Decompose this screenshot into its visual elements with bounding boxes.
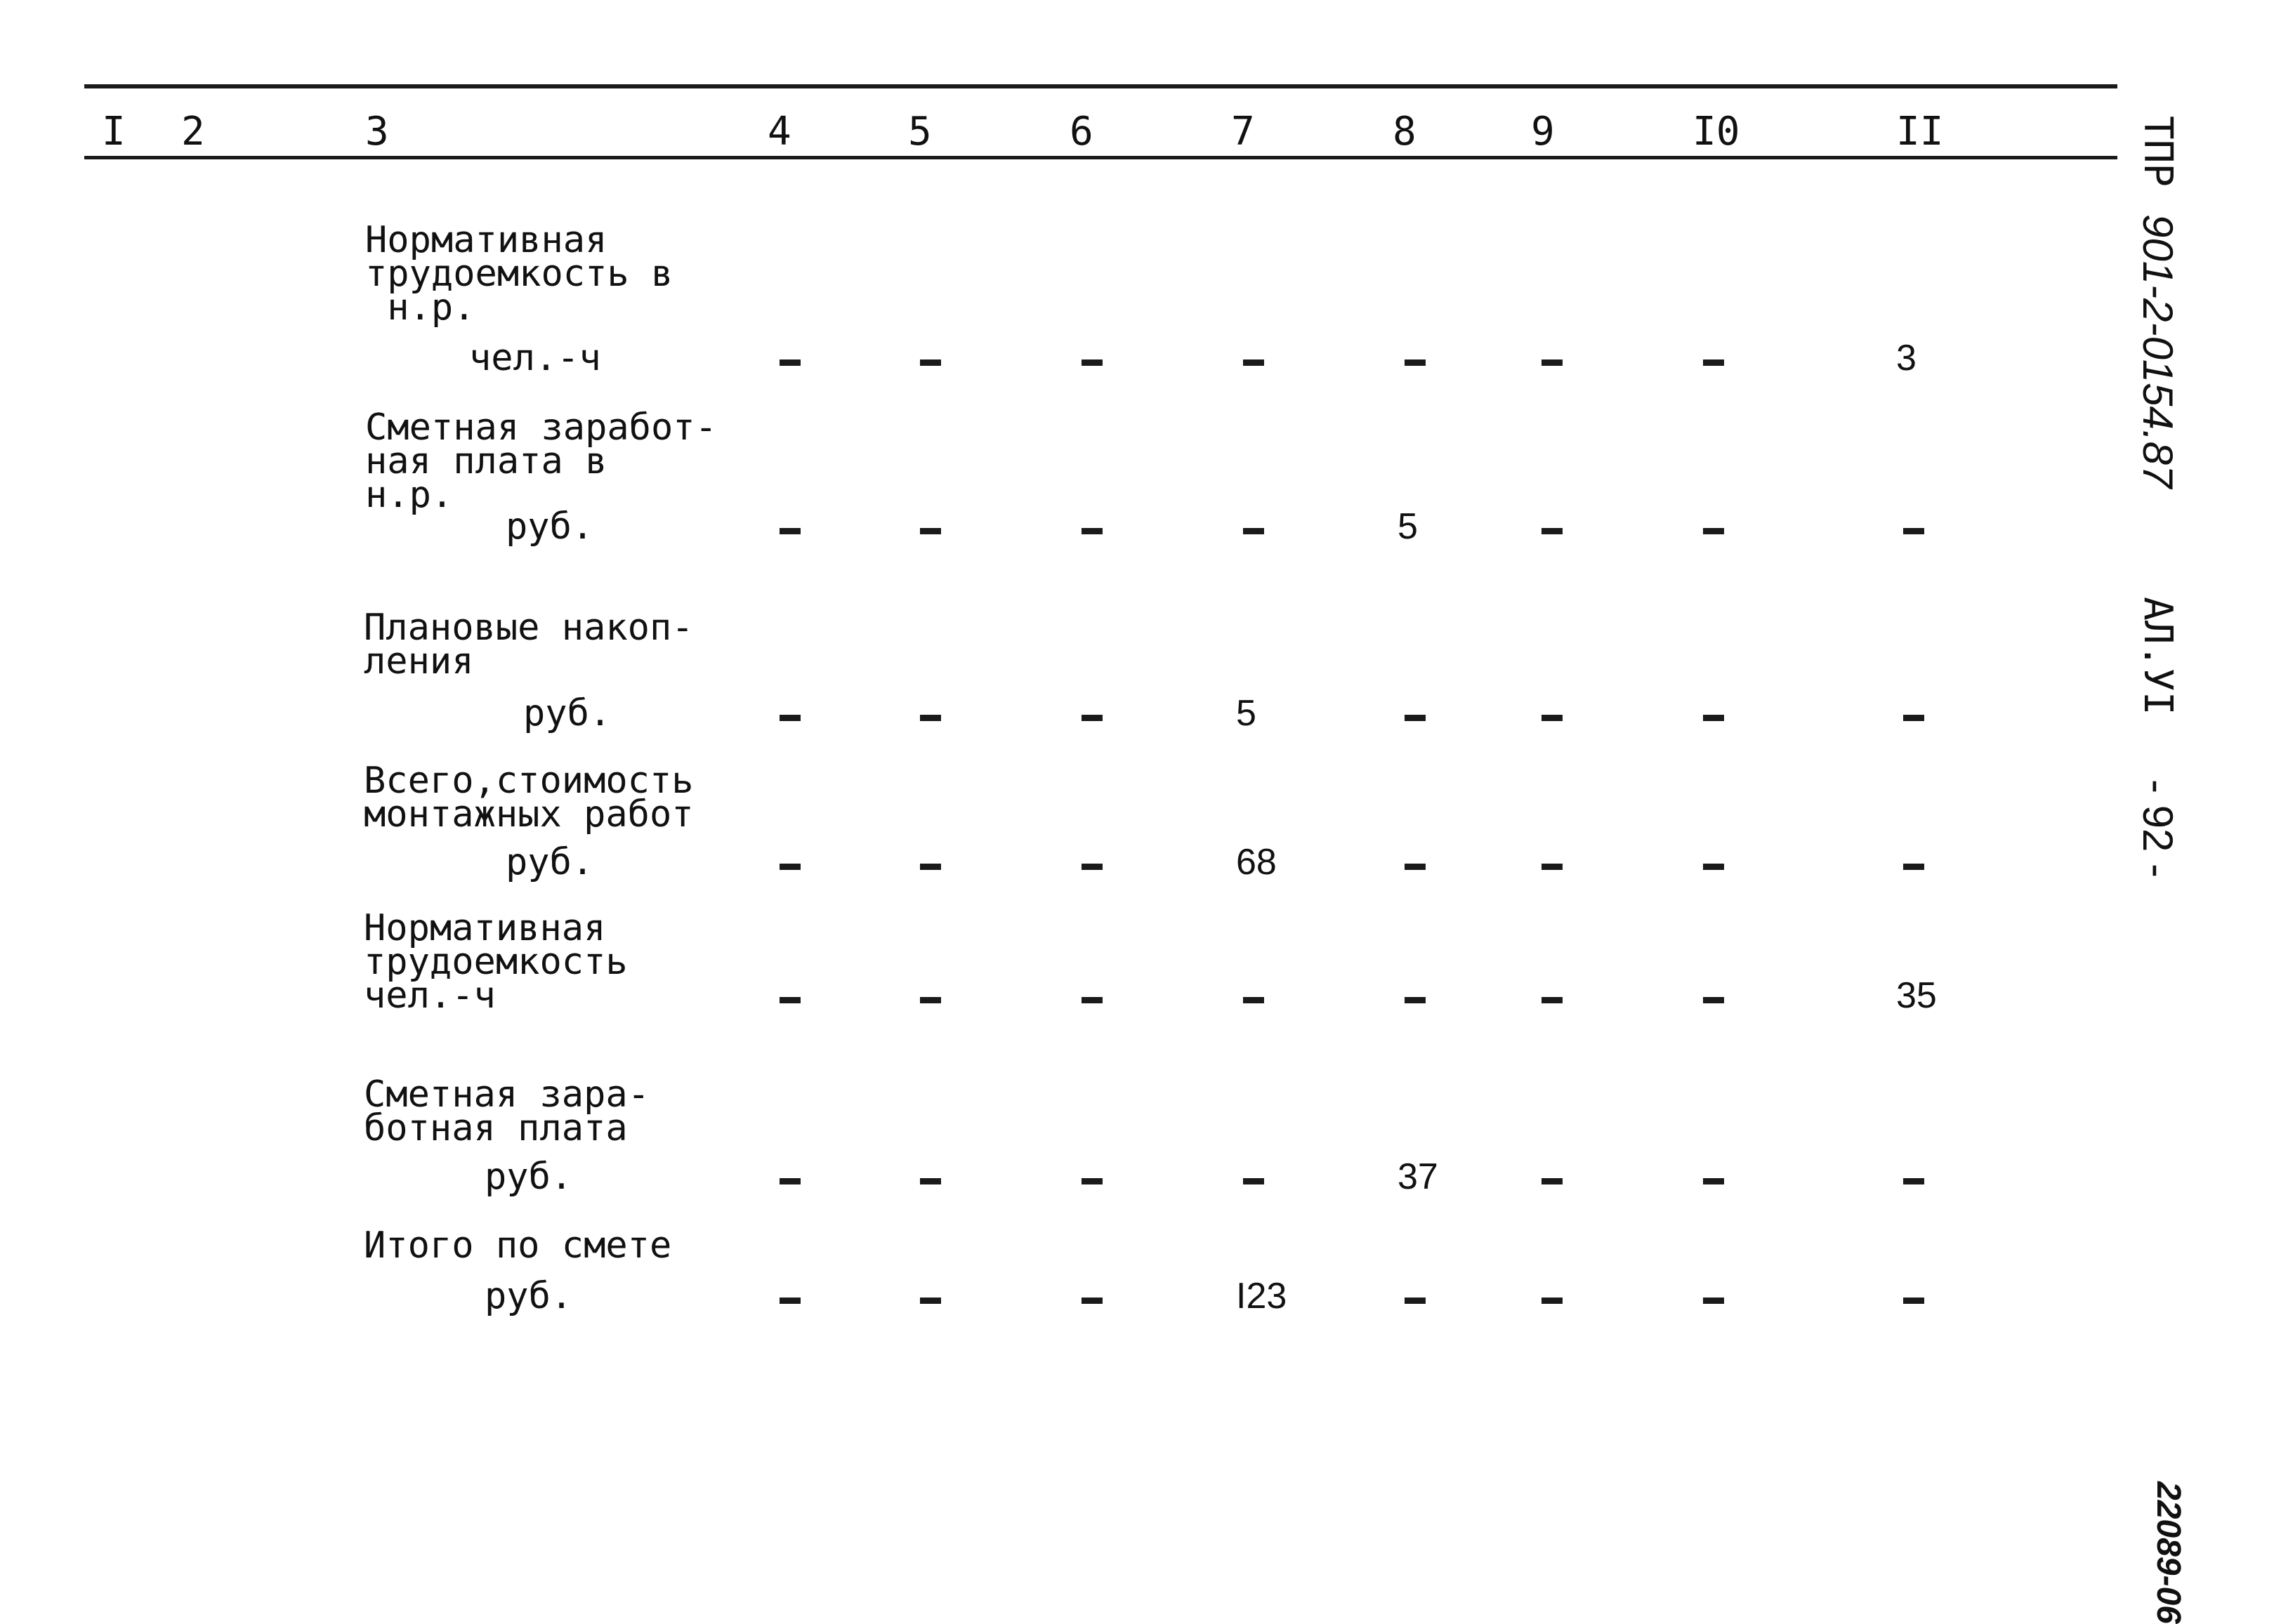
row-unit: руб.: [523, 692, 612, 734]
empty-cell-dash: [1082, 528, 1103, 534]
column-header-8: 8: [1393, 109, 1416, 154]
row-label-line: Нормативная: [364, 907, 606, 949]
empty-cell-dash: [920, 997, 941, 1003]
side-project-number: 901-2-0154.87: [2134, 214, 2181, 489]
row-unit: руб.: [506, 841, 594, 883]
row-label: [364, 1074, 650, 1149]
value-cell: 35: [1896, 975, 1937, 1016]
row-unit: руб.: [485, 1275, 573, 1317]
empty-cell-dash: [1082, 1298, 1103, 1304]
empty-cell-dash: [1903, 528, 1924, 534]
value-cell: 3: [1896, 338, 1917, 378]
empty-cell-dash: [1703, 997, 1724, 1003]
column-header-7: 7: [1231, 109, 1255, 154]
empty-cell-dash: [1243, 359, 1264, 366]
row-label-line: Итого по смете: [364, 1224, 672, 1267]
empty-cell-dash: [780, 864, 801, 870]
empty-cell-dash: [1703, 528, 1724, 534]
empty-cell-dash: [1703, 1298, 1724, 1304]
column-header-1: I: [102, 109, 126, 154]
empty-cell-dash: [920, 715, 941, 721]
empty-cell-dash: [1082, 715, 1103, 721]
empty-cell-dash: [1903, 1298, 1924, 1304]
empty-cell-dash: [1542, 1178, 1563, 1184]
row-label-line: Плановые накоп-: [364, 607, 694, 649]
empty-cell-dash: [1243, 528, 1264, 534]
row-label-line: трудоемкость: [364, 941, 628, 983]
value-cell: 5: [1236, 693, 1256, 734]
value-cell: I23: [1236, 1276, 1287, 1316]
column-header-2: 2: [181, 109, 205, 154]
value-cell: 68: [1236, 842, 1277, 883]
value-cell: 37: [1398, 1156, 1438, 1197]
empty-cell-dash: [1542, 715, 1563, 721]
empty-cell-dash: [780, 715, 801, 721]
row-label-line: Сметная заработ-: [365, 407, 717, 449]
empty-cell-dash: [1243, 1178, 1264, 1184]
row-unit: руб.: [485, 1156, 573, 1198]
empty-cell-dash: [780, 528, 801, 534]
empty-cell-dash: [1903, 864, 1924, 870]
column-header-5: 5: [908, 109, 932, 154]
empty-cell-dash: [1903, 715, 1924, 721]
top-rule: [84, 84, 2117, 88]
empty-cell-dash: [780, 1178, 801, 1184]
empty-cell-dash: [1703, 715, 1724, 721]
column-header-3: 3: [365, 109, 389, 154]
row-label: [364, 1224, 672, 1267]
column-header-10: I0: [1692, 109, 1740, 154]
row-label-line: ботная плата: [364, 1107, 628, 1149]
row-label-line: Всего,стоимость: [364, 760, 694, 802]
empty-cell-dash: [1243, 997, 1264, 1003]
empty-cell-dash: [920, 528, 941, 534]
empty-cell-dash: [920, 864, 941, 870]
column-header-9: 9: [1531, 109, 1555, 154]
row-label-line: трудоемкость в: [365, 253, 673, 295]
row-label: [364, 607, 694, 682]
empty-cell-dash: [1405, 715, 1426, 721]
empty-cell-dash: [920, 359, 941, 366]
side-inventory-number: 22089-06: [2150, 1481, 2187, 1624]
row-label-line: ная плата в: [365, 440, 607, 482]
empty-cell-dash: [1542, 864, 1563, 870]
empty-cell-dash: [1903, 1178, 1924, 1184]
empty-cell-dash: [1405, 359, 1426, 366]
row-label-line: ления: [364, 640, 474, 682]
side-code-label: ТПР: [2135, 116, 2181, 187]
column-header-11: II: [1896, 109, 1944, 154]
empty-cell-dash: [1405, 997, 1426, 1003]
empty-cell-dash: [1082, 997, 1103, 1003]
row-label-line: н.р.: [365, 286, 475, 329]
empty-cell-dash: [1542, 997, 1563, 1003]
row-label: [364, 907, 628, 1017]
empty-cell-dash: [1082, 864, 1103, 870]
empty-cell-dash: [1082, 1178, 1103, 1184]
row-unit: руб.: [506, 506, 594, 548]
side-page-number: - 92 -: [2134, 779, 2181, 878]
row-unit: чел.-ч: [364, 975, 496, 1017]
row-label-line: Нормативная: [365, 219, 607, 261]
empty-cell-dash: [1703, 359, 1724, 366]
column-header-4: 4: [768, 109, 791, 154]
empty-cell-dash: [1082, 359, 1103, 366]
row-label-line: н.р.: [365, 474, 454, 516]
row-unit: чел.-ч: [469, 337, 601, 379]
empty-cell-dash: [780, 359, 801, 366]
empty-cell-dash: [1405, 1298, 1426, 1304]
header-rule: [84, 156, 2117, 159]
row-label: [364, 760, 694, 836]
row-label: [365, 219, 673, 329]
side-sheet: АЛ.УI: [2135, 597, 2181, 715]
empty-cell-dash: [920, 1298, 941, 1304]
row-label: [365, 407, 717, 516]
empty-cell-dash: [780, 1298, 801, 1304]
row-label-line: монтажных работ: [364, 793, 694, 836]
empty-cell-dash: [1703, 1178, 1724, 1184]
empty-cell-dash: [920, 1178, 941, 1184]
row-label-line: Сметная зара-: [364, 1074, 650, 1116]
empty-cell-dash: [1542, 1298, 1563, 1304]
empty-cell-dash: [780, 997, 801, 1003]
column-header-6: 6: [1070, 109, 1093, 154]
empty-cell-dash: [1703, 864, 1724, 870]
empty-cell-dash: [1405, 864, 1426, 870]
empty-cell-dash: [1542, 528, 1563, 534]
value-cell: 5: [1398, 506, 1418, 547]
empty-cell-dash: [1542, 359, 1563, 366]
